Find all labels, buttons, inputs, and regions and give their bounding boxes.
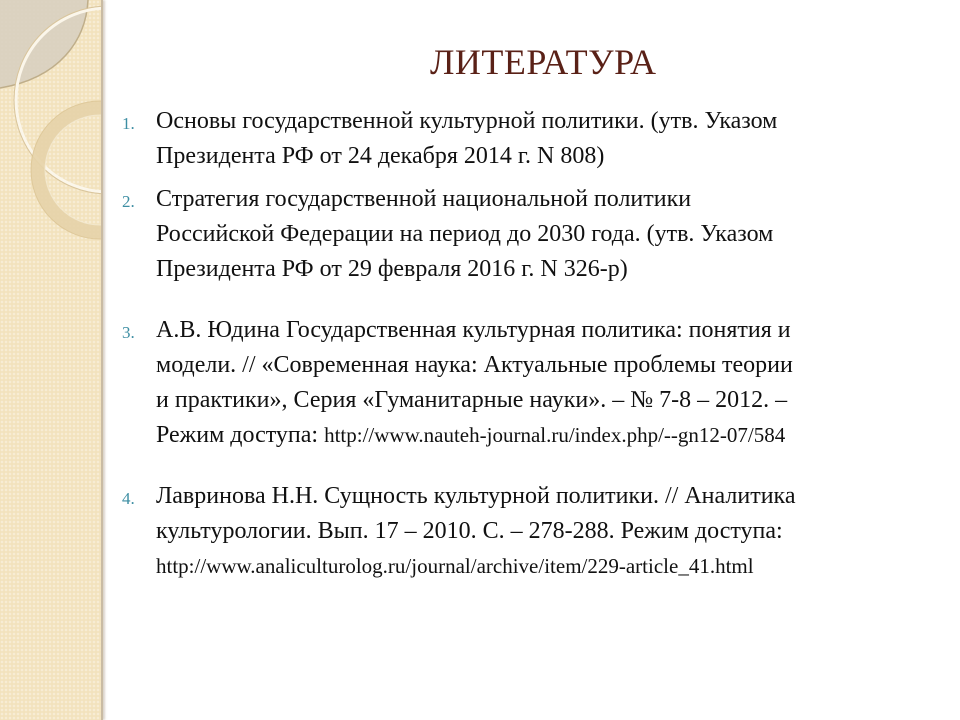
reference-line: Лавринова Н.Н. Сущность культурной политики. // Аналитика [156,483,796,509]
reference-item-3 [122,313,952,453]
reference-text [156,182,952,287]
side-panel-edge [101,0,103,720]
reference-text [156,313,952,453]
reference-line: Стратегия государственной национальной политики [156,186,692,212]
reference-item-2 [122,182,952,287]
reference-number: 2. [122,192,135,211]
reference-access-line [156,418,952,453]
reference-line: Президента РФ от 29 февраля 2016 г. N 326-р) [156,256,628,282]
reference-text [156,479,952,584]
reference-number: 1. [122,114,135,133]
reference-text [156,104,952,174]
reference-number: 3. [122,323,135,342]
decorative-side-panel [0,0,103,720]
reference-line: Российской Федерации на период до 2030 года. (утв. Указом [156,221,774,247]
decorative-circles-icon [0,0,103,720]
reference-list [122,104,952,584]
reference-line: культурологии. Вып. 17 – 2010. С. – 278-288. Режим доступа: [156,518,783,544]
reference-line: модели. // «Современная наука: Актуальные проблемы теории [156,352,793,378]
reference-url[interactable]: http://www.nauteh-journal.ru/index.php/--gn12-07/584 [324,423,786,447]
reference-line: и практики», Серия «Гуманитарные науки». – № 7-8 – 2012. – [156,387,788,413]
access-label: Режим доступа: [156,422,325,448]
reference-line: Основы государственной культурной политики. (утв. Указом [156,108,778,134]
reference-line: Президента РФ от 24 декабря 2014 г. N 808) [156,143,605,169]
reference-item-1 [122,104,952,174]
reference-url[interactable]: http://www.analiculturolog.ru/journal/archive/item/229-article_41.html [156,554,754,578]
reference-line: А.В. Юдина Государственная культурная политика: понятия и [156,317,791,343]
slide-title: ЛИТЕРАТУРА [430,42,657,82]
reference-number: 4. [122,489,135,508]
reference-item-4 [122,479,952,584]
